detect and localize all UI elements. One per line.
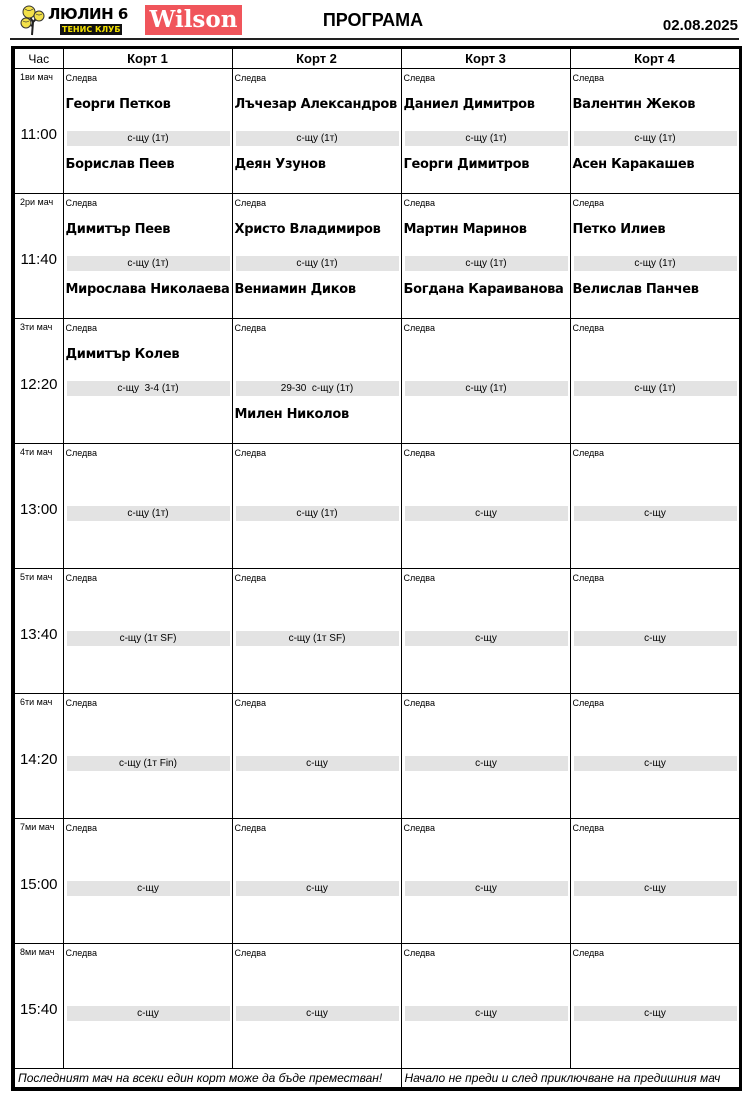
match-time: 11:00 (20, 126, 57, 143)
match-row (13, 694, 740, 819)
score-bar: с-щу (1т Fin) (67, 756, 230, 771)
footer-note-right: Начало не преди и след приключване на предишния мач (401, 1069, 740, 1090)
player-2: Асен Каракашев (572, 157, 695, 172)
score-bar: с-щу (574, 1006, 737, 1021)
score-bar: с-щу (574, 881, 737, 896)
player-1: Даниел Димитров (403, 97, 535, 112)
court-3-cell (401, 69, 570, 194)
next-label: Следва (572, 448, 604, 458)
score-bar: 29-30 с-щу (1т) (236, 381, 399, 396)
court-4-cell (570, 319, 740, 444)
page-title: ПРОГРАМА (322, 10, 424, 30)
court-4-cell (570, 694, 740, 819)
next-label: Следва (234, 198, 266, 208)
player-1: Петко Илиев (572, 222, 666, 237)
match-time: 11:40 (20, 251, 57, 268)
score-bar: с-щу (1т) (67, 256, 230, 271)
court-2-cell (232, 319, 401, 444)
score-bar: с-щу (1т) (405, 256, 568, 271)
match-number: 4ти мач (20, 447, 53, 457)
court-1-cell (63, 819, 232, 944)
score-bar: с-щу (574, 506, 737, 521)
sponsor-logo: Wilson (145, 5, 242, 35)
score-bar: с-щу (1т SF) (236, 631, 399, 646)
hour-cell (13, 69, 63, 194)
score-bar: с-щу (67, 881, 230, 896)
court-3-cell (401, 694, 570, 819)
next-label: Следва (403, 948, 435, 958)
player-2: Борислав Пеев (65, 157, 175, 172)
court-4-cell (570, 569, 740, 694)
club-subtitle: ТЕНИС КЛУБ (62, 25, 121, 34)
score-bar: с-щу (67, 1006, 230, 1021)
match-time: 13:00 (19, 501, 58, 518)
hour-cell (13, 319, 63, 444)
score-bar: с-щу (574, 756, 737, 771)
next-label: Следва (572, 73, 604, 83)
next-label: Следва (572, 323, 604, 333)
hour-column-header: Час (13, 48, 63, 69)
court-3-cell (401, 569, 570, 694)
court-2-cell (232, 444, 401, 569)
match-row (13, 319, 740, 444)
court-1-cell (63, 944, 232, 1069)
score-bar: с-щу (1т) (574, 256, 737, 271)
court-3-cell (401, 944, 570, 1069)
match-number: 3ти мач (20, 322, 53, 332)
next-label: Следва (572, 948, 604, 958)
hour-cell (13, 694, 63, 819)
court-1-cell (63, 694, 232, 819)
next-label: Следва (234, 573, 266, 583)
next-label: Следва (572, 198, 604, 208)
next-label: Следва (403, 823, 435, 833)
next-label: Следва (572, 698, 604, 708)
player-1: Мартин Маринов (403, 222, 527, 237)
next-label: Следва (65, 448, 97, 458)
court-1-cell (63, 444, 232, 569)
next-label: Следва (572, 573, 604, 583)
match-row (13, 69, 740, 194)
match-number: 2ри мач (20, 197, 54, 207)
match-time: 15:40 (19, 1001, 58, 1018)
player-1: Христо Владимиров (234, 222, 381, 237)
court-4-cell (570, 444, 740, 569)
hour-cell (13, 194, 63, 319)
player-2: Богдана Караиванова (403, 282, 564, 297)
match-time: 13:40 (19, 626, 58, 643)
match-number: 7ми мач (20, 822, 55, 832)
court-3-cell (401, 819, 570, 944)
hour-cell (13, 944, 63, 1069)
next-label: Следва (572, 823, 604, 833)
court-2-cell (232, 569, 401, 694)
score-bar: с-щу (236, 1006, 399, 1021)
score-bar: с-щу (1т) (236, 506, 399, 521)
score-bar: с-щу (1т SF) (67, 631, 230, 646)
court-4-header: Корт 4 (570, 48, 740, 69)
score-bar: с-щу (1т) (236, 131, 399, 146)
next-label: Следва (65, 823, 97, 833)
next-label: Следва (65, 198, 97, 208)
next-label: Следва (234, 948, 266, 958)
next-label: Следва (65, 323, 97, 333)
score-bar: с-щу 3-4 (1т) (67, 381, 230, 396)
score-bar: с-щу (405, 756, 568, 771)
score-bar: с-щу (405, 631, 568, 646)
score-bar: с-щу (1т) (67, 131, 230, 146)
court-1-cell (63, 569, 232, 694)
match-number: 6ти мач (20, 697, 53, 707)
player-2: Георги Димитров (403, 157, 530, 172)
player-1: Валентин Жеков (572, 97, 696, 112)
match-row (13, 194, 740, 319)
score-bar: с-щу (405, 881, 568, 896)
next-label: Следва (403, 573, 435, 583)
footer-note-left: Последният мач на всеки един корт може да бъде преместван! (13, 1069, 401, 1090)
court-2-cell (232, 944, 401, 1069)
next-label: Следва (234, 698, 266, 708)
club-name: ЛЮЛИН 6 (48, 5, 128, 23)
score-bar: с-щу (1т) (67, 506, 230, 521)
score-bar: с-щу (1т) (405, 381, 568, 396)
next-label: Следва (403, 448, 435, 458)
court-4-cell (570, 69, 740, 194)
court-2-cell (232, 69, 401, 194)
court-4-cell (570, 194, 740, 319)
player-1: Димитър Колев (65, 347, 180, 362)
next-label: Следва (403, 73, 435, 83)
next-label: Следва (234, 448, 266, 458)
player-1: Лъчезар Александров (234, 97, 397, 112)
match-time: 12:20 (19, 376, 58, 393)
court-3-header: Корт 3 (401, 48, 570, 69)
match-number: 8ми мач (20, 947, 55, 957)
score-bar: с-щу (574, 631, 737, 646)
next-label: Следва (234, 323, 266, 333)
match-row (13, 569, 740, 694)
score-bar: с-щу (405, 1006, 568, 1021)
court-4-cell (570, 819, 740, 944)
match-number: 1ви мач (20, 72, 53, 82)
table-header-row (13, 48, 740, 69)
match-time: 14:20 (19, 751, 58, 768)
player-1: Димитър Пеев (65, 222, 171, 237)
footer-row (13, 1069, 740, 1090)
next-label: Следва (65, 73, 97, 83)
court-1-header: Корт 1 (63, 48, 232, 69)
court-1-cell (63, 69, 232, 194)
next-label: Следва (234, 823, 266, 833)
next-label: Следва (65, 573, 97, 583)
score-bar: с-щу (1т) (405, 131, 568, 146)
score-bar: с-щу (405, 506, 568, 521)
next-label: Следва (403, 698, 435, 708)
player-2: Милен Николов (234, 407, 349, 422)
hour-cell (13, 819, 63, 944)
match-time: 15:00 (19, 876, 58, 893)
hour-cell (13, 569, 63, 694)
next-label: Следва (234, 73, 266, 83)
next-label: Следва (65, 698, 97, 708)
player-2: Вениамин Диков (234, 282, 356, 297)
score-bar: с-щу (236, 881, 399, 896)
schedule-table (11, 46, 742, 1091)
match-row (13, 819, 740, 944)
score-bar: с-щу (1т) (236, 256, 399, 271)
match-row (13, 944, 740, 1069)
court-2-cell (232, 194, 401, 319)
hour-cell (13, 444, 63, 569)
player-2: Мирослава Николаева (65, 282, 230, 297)
score-bar: с-щу (1т) (574, 131, 737, 146)
court-2-cell (232, 694, 401, 819)
next-label: Следва (403, 323, 435, 333)
court-1-cell (63, 319, 232, 444)
player-1: Георги Петков (65, 97, 171, 112)
schedule-date: 02.08.2025 (662, 17, 738, 34)
court-2-header: Корт 2 (232, 48, 401, 69)
match-row (13, 444, 740, 569)
court-3-cell (401, 444, 570, 569)
court-1-cell (63, 194, 232, 319)
court-3-cell (401, 194, 570, 319)
player-2: Велислав Панчев (572, 282, 699, 297)
club-logo-tree-icon (18, 4, 48, 36)
court-2-cell (232, 819, 401, 944)
next-label: Следва (65, 948, 97, 958)
header-divider (10, 38, 739, 40)
court-3-cell (401, 319, 570, 444)
match-number: 5ти мач (20, 572, 53, 582)
player-2: Деян Узунов (234, 157, 326, 172)
next-label: Следва (403, 198, 435, 208)
score-bar: с-щу (1т) (574, 381, 737, 396)
score-bar: с-щу (236, 756, 399, 771)
court-4-cell (570, 944, 740, 1069)
